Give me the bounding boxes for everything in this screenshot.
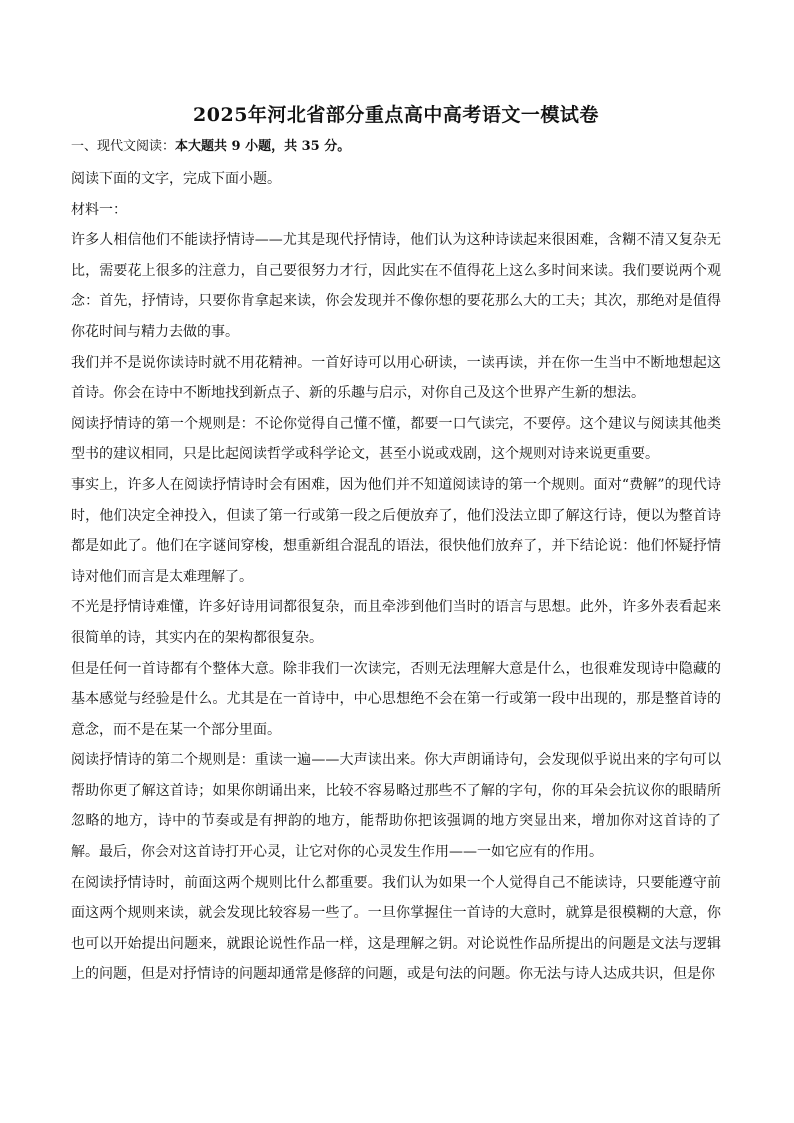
paragraph: 事实上，许多人在阅读抒情诗时会有困难，因为他们并不知道阅读诗的第一个规则。面对“费解”的现代诗时，他们决定全神投入，但读了第一行或第一段之后便放弃了，他们没法立即了解这行诗，便以为整首诗都是如此了。他们在字谜间穿梭，想重新组合混乱的语法，很快他们放弃了，并下结论说：他们怀疑抒情诗对他们而言是太难理解了。 (71, 476, 721, 585)
paragraph: 不光是抒情诗难懂，许多好诗用词都很复杂，而且牵涉到他们当时的语言与思想。此外，许多外表看起来很简单的诗，其实内在的架构都很复杂。 (71, 599, 721, 646)
material-label: 材料一： (71, 201, 127, 218)
section-heading (71, 136, 721, 158)
document-page (71, 100, 721, 990)
paragraph: 阅读抒情诗的第一个规则是：不论你觉得自己懂不懂，都要一口气读完，不要停。这个建议与阅读其他类型书的建议相同，只是比起阅读哲学或科学论文，甚至小说或戏剧，这个规则对诗来说更重要。 (71, 415, 721, 463)
paragraph: 我们并不是说你读诗时就不用花精神。一首好诗可以用心研读，一读再读，并在你一生当中不断地想起这首诗。你会在诗中不断地找到新点子、新的乐趣与启示，对你自己及这个世界产生新的想法。 (71, 354, 721, 402)
paragraph: 许多人相信他们不能读抒情诗——尤其是现代抒情诗，他们认为这种诗读起来很困难，含糊不清又复杂无比，需要花上很多的注意力，自己要很努力才行，因此实在不值得花上这么多时间来读。我们要说两个观念：首先，抒情诗，只要你肯拿起来读，你会发现并不像你想的要花那么大的工夫；其次，那绝对是值得你花时间与精力去做的事。 (71, 232, 721, 340)
paragraph: 在阅读抒情诗时，前面这两个规则比什么都重要。我们认为如果一个人觉得自己不能读诗，只要能遵守前面这两个规则来读，就会发现比较容易一些了。一旦你掌握住一首诗的大意时，就算是很模糊的大意，你也可以开始提出问题来，就跟论说性作品一样，这是理解之钥。对论说性作品所提出的问题是文法与逻辑上的问题，但是对抒情诗的问题却通常是修辞的问题，或是句法的问题。你无法与诗人达成共识，但是你 (71, 874, 721, 983)
paragraph: 但是任何一首诗都有个整体大意。除非我们一次读完，否则无法理解大意是什么，也很难发现诗中隐藏的基本感觉与经验是什么。尤其是在一首诗中，中心思想绝不会在第一行或第一段中出现的，那是整首诗的意念，而不是在某一个部分里面。 (71, 660, 721, 738)
section-bold-text: 本大题共 9 小题，共 35 分。 (175, 139, 351, 154)
document-title: 2025年河北省部分重点高中高考语文一模试卷 (193, 104, 599, 126)
section-prefix: 一、现代文阅读： (71, 139, 176, 154)
paragraph: 阅读抒情诗的第二个规则是：重读一遍——大声读出来。你大声朗诵诗句，会发现似乎说出来的字句可以帮助你更了解这首诗；如果你朗诵出来，比较不容易略过那些不了解的字句，你的耳朵会抗议你的眼睛所忽略的地方，诗中的节奏或是有押韵的地方，能帮助你把该强调的地方突显出来，增加你对这首诗的了解。最后，你会对这首诗打开心灵，让它对你的心灵发生作用——一如它应有的作用。 (71, 752, 721, 861)
instruction-text: 阅读下面的文字，完成下面小题。 (71, 171, 281, 187)
